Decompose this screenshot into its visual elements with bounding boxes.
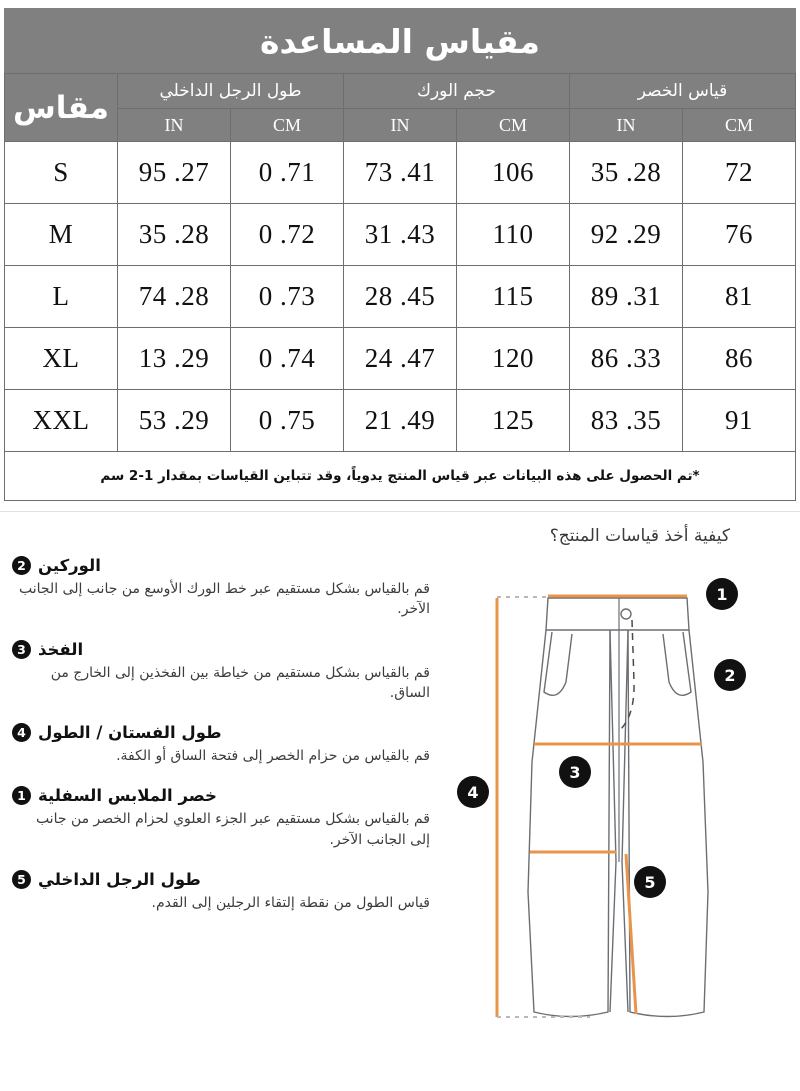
cell-waist-cm: 81	[683, 266, 796, 328]
step-number-badge-1: 1	[12, 786, 31, 805]
measurement-disclaimer: *تم الحصول على هذه البيانات عبر قياس المنتج يدوياً، وقد تتباين القياسات بمقدار 1-2 سم	[5, 452, 796, 501]
table-row	[5, 142, 796, 204]
diagram-marker-2	[714, 659, 746, 691]
step-heading	[12, 786, 430, 805]
table-footnote-row	[5, 452, 796, 501]
cell-hip-cm: 125	[457, 390, 570, 452]
list-item	[12, 786, 430, 850]
how-to-measure-section	[0, 512, 800, 1032]
cell-hip-in: 45. 28	[344, 266, 457, 328]
table-row	[5, 390, 796, 452]
cell-inseam-in: 29. 53	[118, 390, 231, 452]
diagram-marker-5	[634, 866, 666, 898]
step-label: طول الرجل الداخلي	[38, 870, 201, 890]
pants-measurement-diagram	[440, 556, 780, 1032]
column-group-hip: حجم الورك	[344, 74, 570, 109]
cell-waist-cm: 72	[683, 142, 796, 204]
svg-text:1: 1	[716, 585, 728, 604]
cell-inseam-cm: 73. 0	[231, 266, 344, 328]
unit-inseam-in: IN	[118, 109, 231, 142]
step-heading	[12, 556, 430, 575]
step-description: قياس الطول من نقطة إلتقاء الرجلين إلى القدم.	[151, 895, 430, 912]
button-icon	[621, 609, 631, 619]
measurement-steps-list	[0, 556, 440, 933]
svg-text:5: 5	[644, 873, 656, 892]
column-header-size: مقاس	[5, 74, 118, 142]
cell-size: M	[5, 204, 118, 266]
table-row	[5, 266, 796, 328]
table-row	[5, 328, 796, 390]
step-number-badge-5: 5	[12, 870, 31, 889]
step-heading	[12, 640, 430, 659]
cell-size: S	[5, 142, 118, 204]
step-label: الوركين	[38, 556, 101, 575]
step-heading	[12, 870, 430, 889]
step-description: قم بالقياس بشكل مستقيم عبر الجزء العلوي لحزام الخصر من جانب إلى الجانب الآخر.	[35, 811, 430, 848]
step-description: قم بالقياس بشكل مستقيم عبر خط الورك الأوسع من جانب إلى الجانب الآخر.	[18, 581, 430, 618]
cell-hip-in: 49. 21	[344, 390, 457, 452]
svg-text:2: 2	[724, 666, 736, 685]
diagram-marker-3	[559, 756, 591, 788]
unit-waist-in: IN	[570, 109, 683, 142]
cell-inseam-cm: 74. 0	[231, 328, 344, 390]
list-item	[12, 640, 430, 704]
svg-text:3: 3	[569, 763, 581, 782]
step-number-badge-2: 2	[12, 556, 31, 575]
list-item	[12, 556, 430, 620]
cell-hip-cm: 110	[457, 204, 570, 266]
cell-inseam-cm: 71. 0	[231, 142, 344, 204]
cell-inseam-in: 29. 13	[118, 328, 231, 390]
column-group-inseam: طول الرجل الداخلي	[118, 74, 344, 109]
table-row	[5, 204, 796, 266]
cell-inseam-cm: 75. 0	[231, 390, 344, 452]
cell-inseam-in: 28. 74	[118, 266, 231, 328]
step-label: الفخذ	[38, 639, 84, 659]
cell-waist-in: 33. 86	[570, 328, 683, 390]
unit-hip-cm: CM	[457, 109, 570, 142]
unit-inseam-cm: CM	[231, 109, 344, 142]
pants-illustration-svg	[440, 562, 780, 1032]
cell-hip-in: 43. 31	[344, 204, 457, 266]
cell-hip-cm: 106	[457, 142, 570, 204]
cell-size: XXL	[5, 390, 118, 452]
size-chart-section	[0, 0, 800, 501]
cell-waist-cm: 91	[683, 390, 796, 452]
column-group-waist: قياس الخصر	[570, 74, 796, 109]
svg-text:4: 4	[467, 783, 479, 802]
cell-hip-cm: 115	[457, 266, 570, 328]
table-unit-header-row	[5, 109, 796, 142]
cell-size: XL	[5, 328, 118, 390]
cell-inseam-in: 27. 95	[118, 142, 231, 204]
table-title-row	[5, 9, 796, 74]
cell-waist-in: 35. 83	[570, 390, 683, 452]
cell-size: L	[5, 266, 118, 328]
cell-waist-cm: 86	[683, 328, 796, 390]
step-number-badge-3: 3	[12, 640, 31, 659]
cell-inseam-in: 28. 35	[118, 204, 231, 266]
how-to-measure-title: كيفية أخذ قياسات المنتج؟	[549, 526, 730, 546]
size-table	[4, 8, 796, 501]
cell-hip-cm: 120	[457, 328, 570, 390]
step-number-badge-4: 4	[12, 723, 31, 742]
cell-hip-in: 47. 24	[344, 328, 457, 390]
cell-inseam-cm: 72. 0	[231, 204, 344, 266]
cell-waist-cm: 76	[683, 204, 796, 266]
step-heading	[12, 723, 430, 742]
diagram-marker-1	[706, 578, 738, 610]
step-label: خصر الملابس السفلية	[38, 786, 217, 806]
diagram-marker-4	[457, 776, 489, 808]
cell-waist-in: 29. 92	[570, 204, 683, 266]
garment-outline	[528, 598, 708, 1017]
list-item	[12, 870, 430, 913]
cell-waist-in: 28. 35	[570, 142, 683, 204]
table-group-header-row	[5, 74, 796, 109]
step-description: قم بالقياس من حزام الخصر إلى فتحة الساق أو الكفة.	[116, 748, 430, 765]
cell-waist-in: 31. 89	[570, 266, 683, 328]
step-label: طول الفستان / الطول	[38, 723, 222, 743]
page-title: مقياس المساعدة	[5, 9, 796, 74]
step-description: قم بالقياس بشكل مستقيم من خياطة بين الفخذين إلى الخارج من الساق.	[50, 664, 430, 701]
unit-waist-cm: CM	[683, 109, 796, 142]
list-item	[12, 723, 430, 766]
unit-hip-in: IN	[344, 109, 457, 142]
cell-hip-in: 41. 73	[344, 142, 457, 204]
